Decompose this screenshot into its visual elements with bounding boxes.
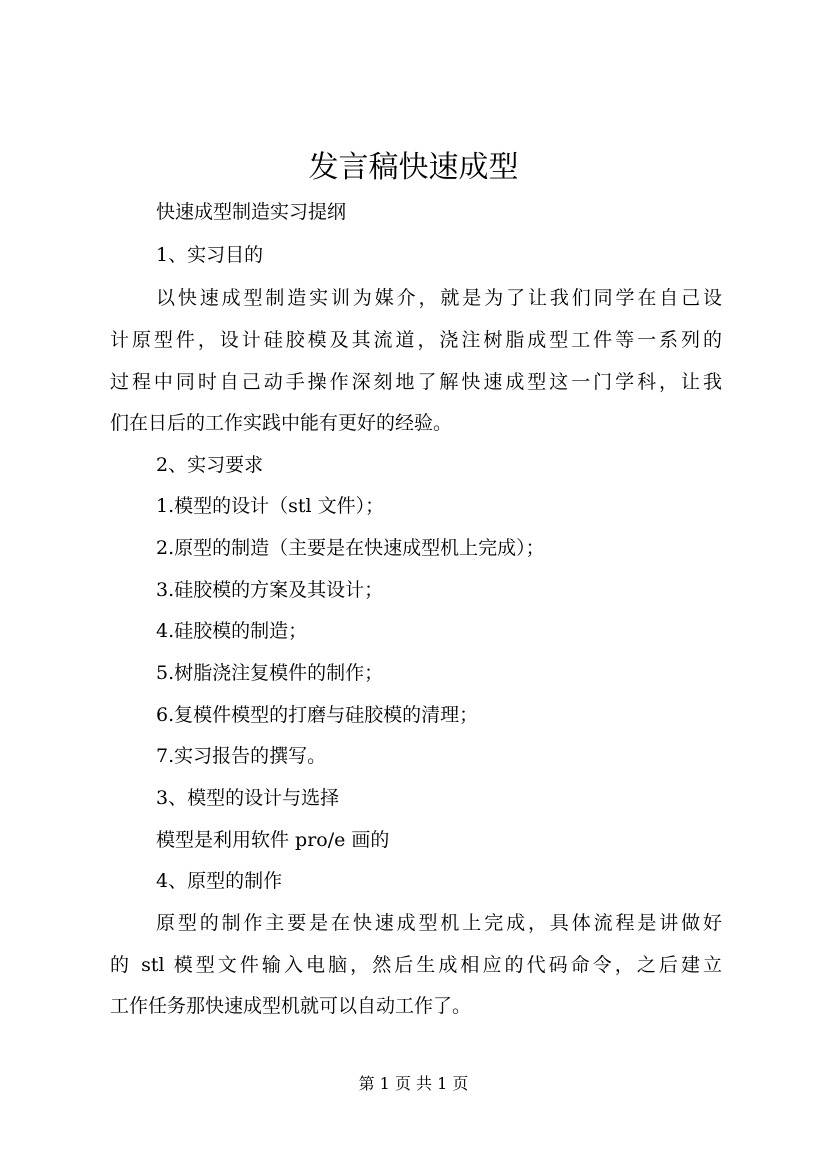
list-item: 2.原型的制造（主要是在快速成型机上完成）； <box>156 537 545 559</box>
paragraph-line: 以快速成型制造实训为媒介，就是为了让我们同学在自己设 <box>156 287 722 309</box>
page-footer: 第 1 页 共 1 页 <box>358 1074 469 1093</box>
list-item: 4.硅胶模的制造； <box>156 620 308 642</box>
paragraph-line: 计原型件，设计硅胶模及其流道，浇注树脂成型工件等一系列的 <box>110 329 722 351</box>
section-heading-purpose: 1、实习目的 <box>156 244 264 266</box>
paragraph-line: 过程中同时自己动手操作深刻地了解快速成型这一门学科，让我 <box>110 371 722 393</box>
list-item: 6.复模件模型的打磨与硅胶模的清理； <box>156 704 479 726</box>
paragraph-line: 工作任务那快速成型机就可以自动工作了。 <box>110 995 472 1017</box>
list-item: 3.硅胶模的方案及其设计； <box>156 579 384 601</box>
section-heading-requirements: 2、实习要求 <box>156 454 264 476</box>
paragraph-line: 的 stl 模型文件输入电脑，然后生成相应的代码命令，之后建立 <box>110 954 722 976</box>
list-item: 7.实习报告的撰写。 <box>156 745 327 767</box>
document-title: 发言稿快速成型 <box>308 150 519 185</box>
paragraph-line: 原型的制作主要是在快速成型机上完成，具体流程是讲做好 <box>156 912 722 934</box>
paragraph-line: 模型是利用软件 pro/e 画的 <box>156 829 390 851</box>
paragraph-line: 们在日后的工作实践中能有更好的经验。 <box>110 412 453 434</box>
list-item: 1.模型的设计（stl 文件）； <box>156 495 385 517</box>
outline-heading: 快速成型制造实习提纲 <box>156 201 347 223</box>
section-heading-model-design: 3、模型的设计与选择 <box>156 787 340 809</box>
section-heading-prototype: 4、原型的制作 <box>156 870 283 892</box>
list-item: 5.树脂浇注复模件的制作； <box>156 662 384 684</box>
